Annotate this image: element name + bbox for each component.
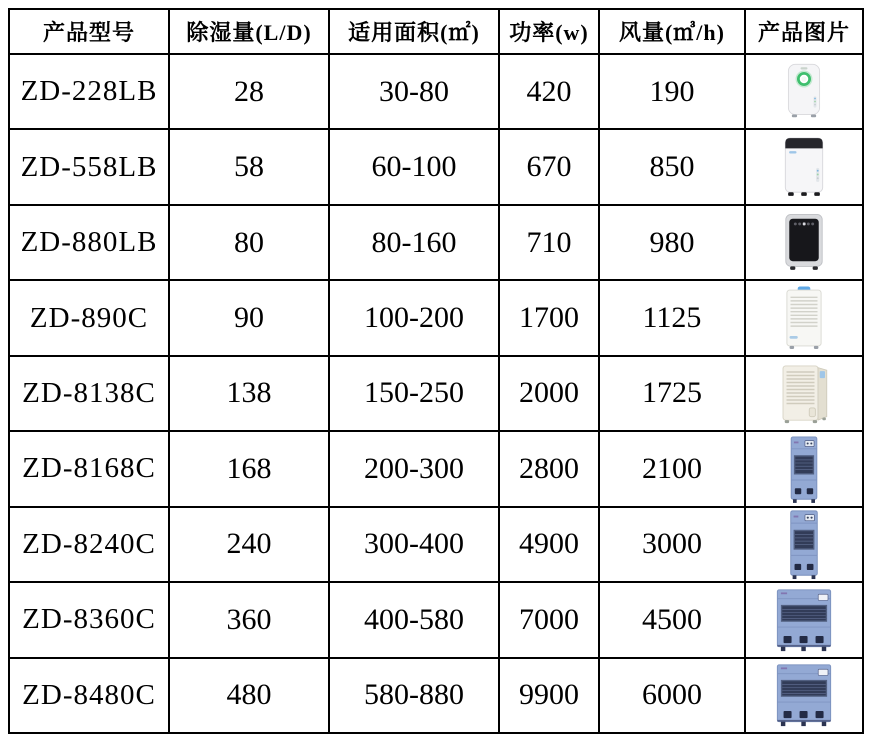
cell-power: 7000 — [499, 582, 599, 657]
cell-airflow: 1725 — [599, 356, 745, 431]
cell-image — [745, 54, 863, 129]
table-row — [9, 507, 863, 582]
cell-image — [745, 507, 863, 582]
cell-area: 300-400 — [329, 507, 499, 582]
cell-model: ZD-880LB — [9, 205, 169, 280]
cell-power: 710 — [499, 205, 599, 280]
table-row — [9, 54, 863, 129]
cell-area: 30-80 — [329, 54, 499, 129]
product-image-cream-louvered — [746, 357, 862, 430]
header-capacity: 除湿量(L/D) — [169, 9, 329, 54]
cell-power: 670 — [499, 129, 599, 204]
cell-image — [745, 658, 863, 734]
cell-airflow: 980 — [599, 205, 745, 280]
header-power: 功率(w) — [499, 9, 599, 54]
table-row — [9, 205, 863, 280]
cell-area: 150-250 — [329, 356, 499, 431]
cell-capacity: 168 — [169, 431, 329, 506]
cell-capacity: 480 — [169, 658, 329, 734]
product-image-blue-wide-unit — [746, 659, 862, 733]
cell-model: ZD-8480C — [9, 658, 169, 734]
cell-image — [745, 582, 863, 657]
cell-airflow: 4500 — [599, 582, 745, 657]
cell-area: 80-160 — [329, 205, 499, 280]
cell-airflow: 850 — [599, 129, 745, 204]
header-model: 产品型号 — [9, 9, 169, 54]
cell-airflow: 3000 — [599, 507, 745, 582]
cell-capacity: 58 — [169, 129, 329, 204]
cell-capacity: 28 — [169, 54, 329, 129]
product-image-blue-wide-unit — [746, 583, 862, 656]
header-row — [9, 9, 863, 54]
cell-capacity: 360 — [169, 582, 329, 657]
product-image-white-louvered-blue-top — [746, 281, 862, 354]
product-image-white-black-top — [746, 130, 862, 203]
header-airflow: 风量(㎥/h) — [599, 9, 745, 54]
cell-image — [745, 205, 863, 280]
cell-power: 2800 — [499, 431, 599, 506]
cell-airflow: 1125 — [599, 280, 745, 355]
cell-power: 1700 — [499, 280, 599, 355]
cell-model: ZD-228LB — [9, 54, 169, 129]
cell-model: ZD-558LB — [9, 129, 169, 204]
cell-model: ZD-8240C — [9, 507, 169, 582]
table-row — [9, 356, 863, 431]
cell-area: 580-880 — [329, 658, 499, 734]
header-image: 产品图片 — [745, 9, 863, 54]
product-image-blue-tower — [746, 508, 862, 581]
cell-capacity: 138 — [169, 356, 329, 431]
cell-capacity: 90 — [169, 280, 329, 355]
table-row — [9, 582, 863, 657]
cell-image — [745, 431, 863, 506]
cell-model: ZD-890C — [9, 280, 169, 355]
cell-capacity: 80 — [169, 205, 329, 280]
cell-image — [745, 129, 863, 204]
header-area: 适用面积(㎡) — [329, 9, 499, 54]
table-row — [9, 658, 863, 734]
cell-power: 9900 — [499, 658, 599, 734]
table-row — [9, 431, 863, 506]
cell-image — [745, 280, 863, 355]
cell-image — [745, 356, 863, 431]
cell-model: ZD-8138C — [9, 356, 169, 431]
product-spec-table — [8, 8, 864, 734]
cell-airflow: 190 — [599, 54, 745, 129]
cell-airflow: 2100 — [599, 431, 745, 506]
cell-model: ZD-8360C — [9, 582, 169, 657]
cell-model: ZD-8168C — [9, 431, 169, 506]
cell-power: 4900 — [499, 507, 599, 582]
cell-power: 2000 — [499, 356, 599, 431]
cell-airflow: 6000 — [599, 658, 745, 734]
product-image-blue-tower — [746, 432, 862, 505]
cell-capacity: 240 — [169, 507, 329, 582]
cell-area: 100-200 — [329, 280, 499, 355]
product-image-white-compact-green-ring — [746, 55, 862, 128]
cell-area: 400-580 — [329, 582, 499, 657]
table-row — [9, 280, 863, 355]
product-image-black-front-panel — [746, 206, 862, 279]
cell-area: 200-300 — [329, 431, 499, 506]
cell-power: 420 — [499, 54, 599, 129]
table-row — [9, 129, 863, 204]
cell-area: 60-100 — [329, 129, 499, 204]
